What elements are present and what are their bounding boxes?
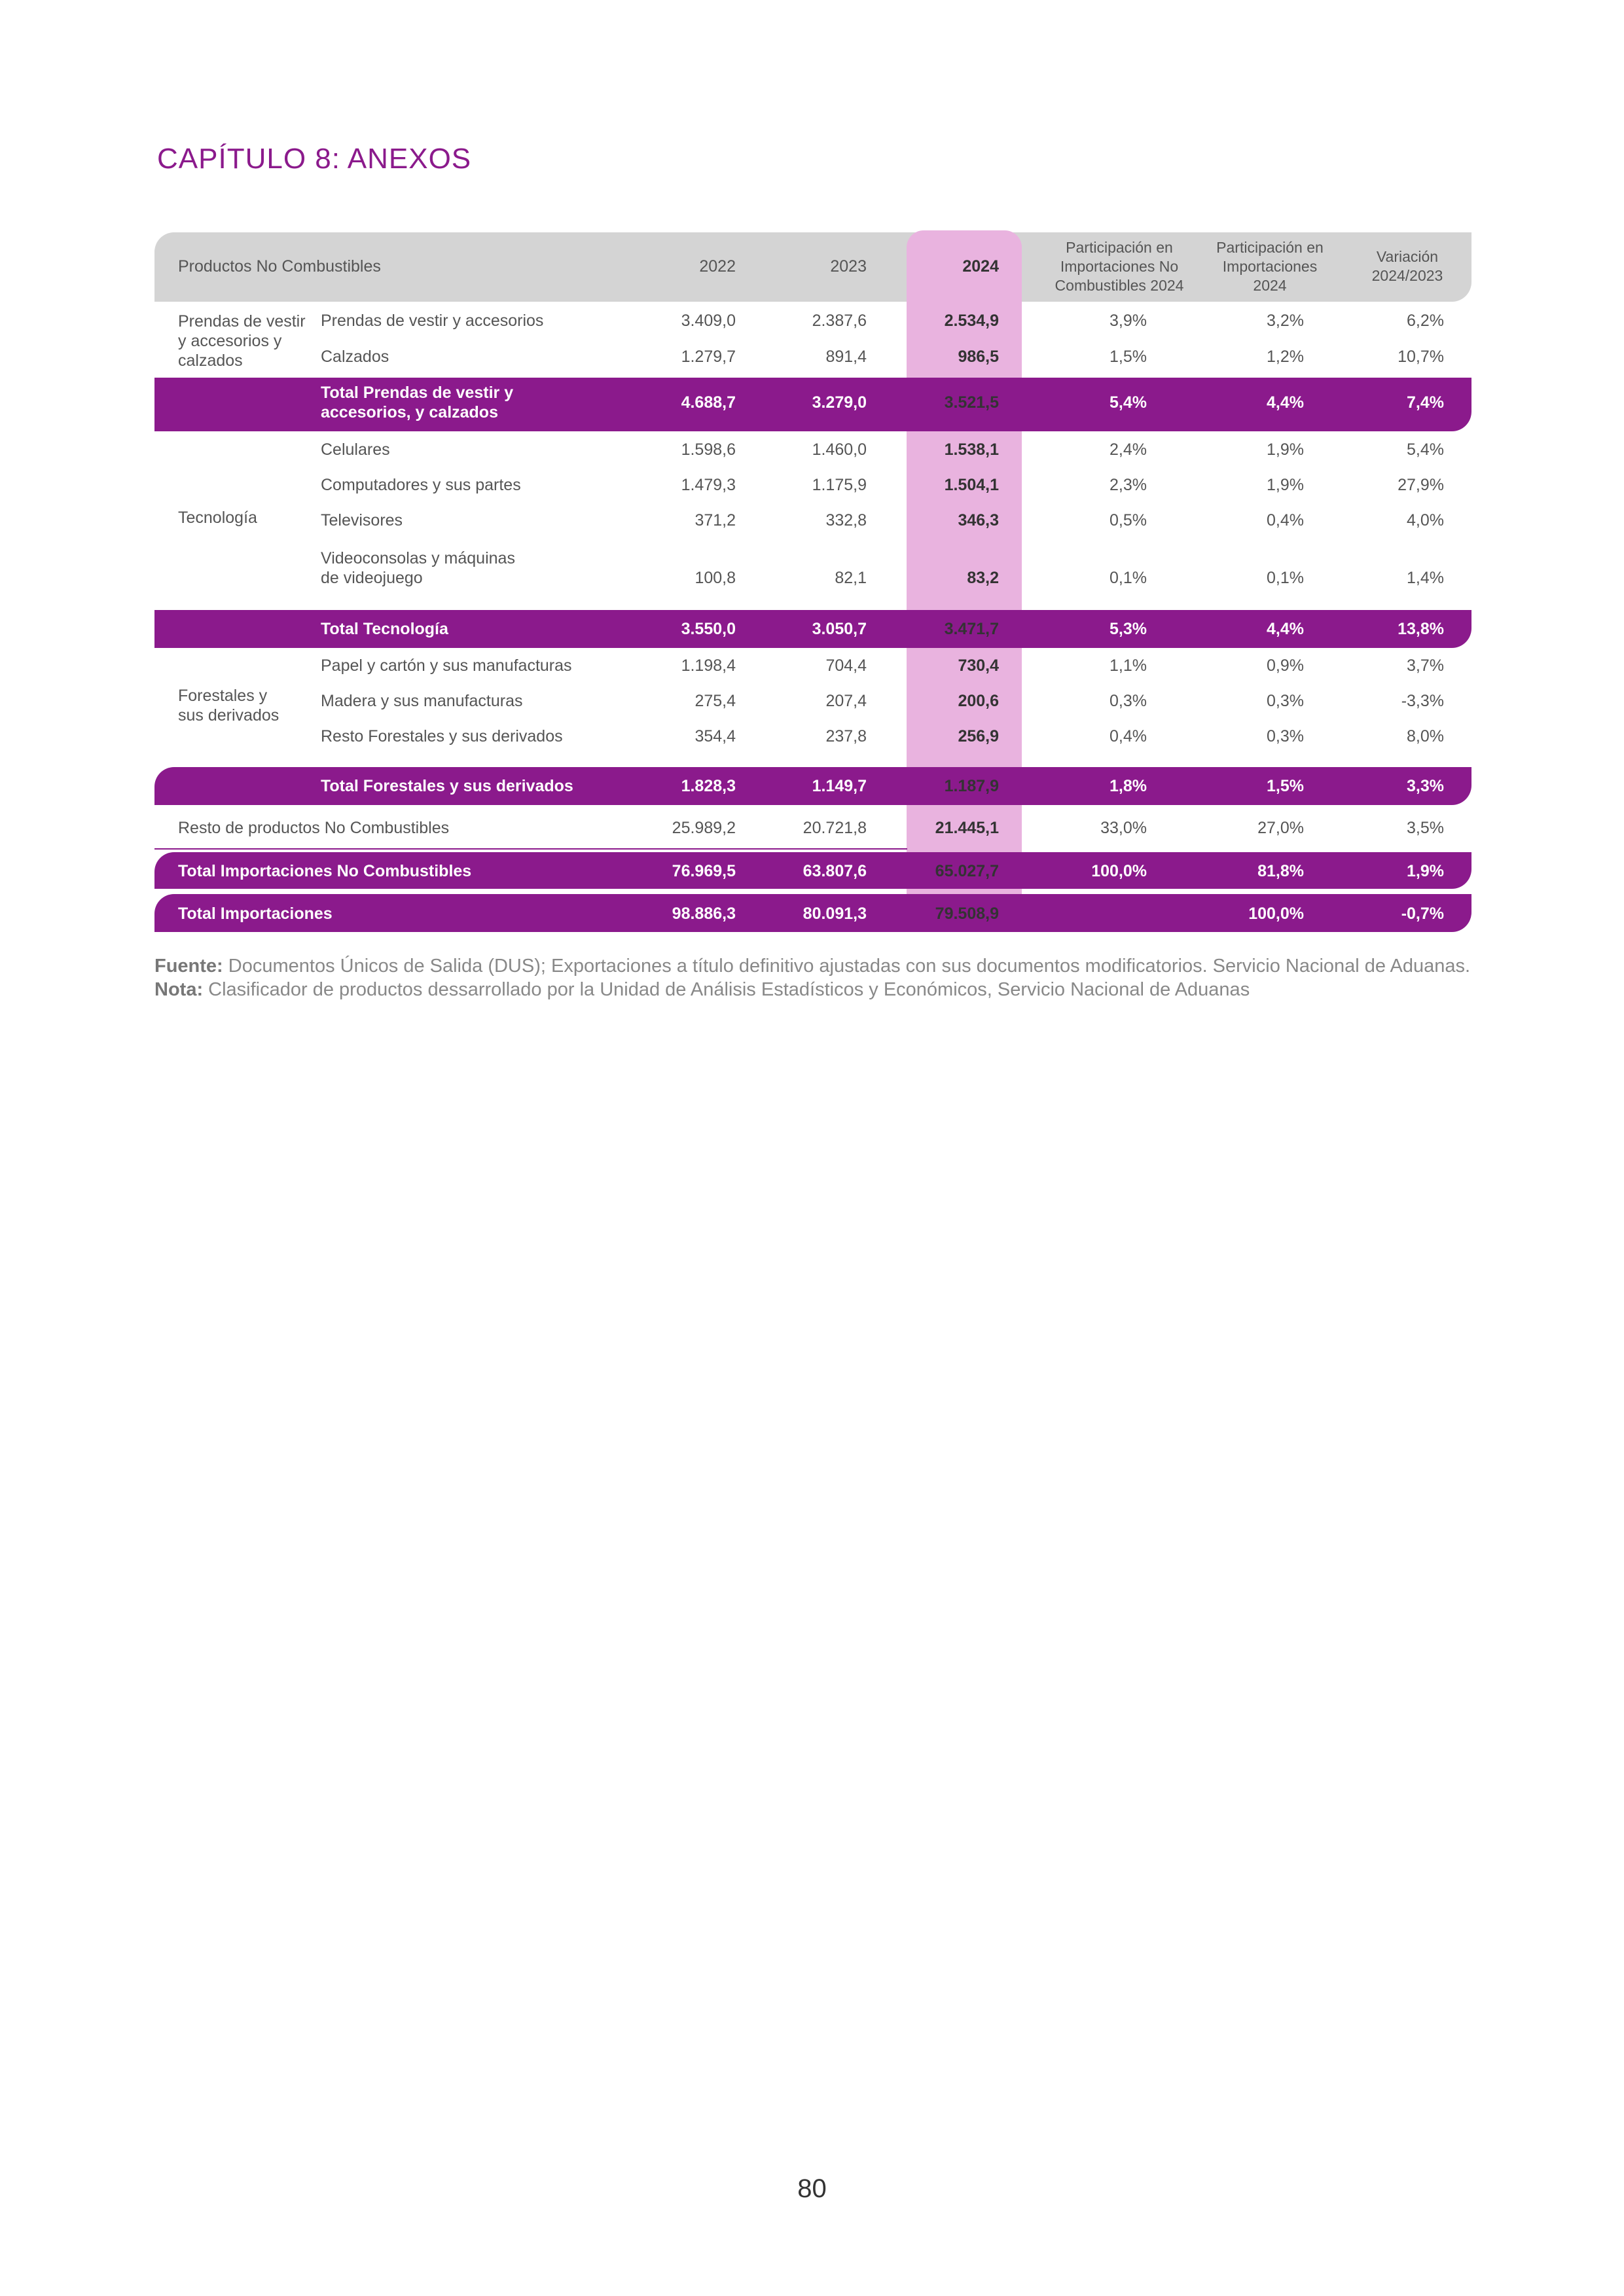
table-cell: 25.989,2 bbox=[672, 819, 736, 837]
table-cell: 3,3% bbox=[1407, 777, 1444, 795]
table-cell: 346,3 bbox=[958, 511, 999, 529]
table-cell: 80.091,3 bbox=[803, 905, 867, 923]
header-2022: 2022 bbox=[699, 257, 736, 276]
table-cell: 100,0% bbox=[1248, 905, 1304, 923]
note-label: Nota: bbox=[154, 979, 204, 1000]
table-cell: 207,4 bbox=[825, 692, 867, 710]
table-cell: 1,4% bbox=[1407, 569, 1444, 587]
row-label: Celulares bbox=[321, 440, 390, 459]
table-cell: 76.969,5 bbox=[672, 862, 736, 880]
row-label: Prendas de vestir y accesorios bbox=[321, 312, 544, 330]
table-cell: 1.504,1 bbox=[944, 476, 999, 494]
row-label-line: accesorios, y calzados bbox=[321, 403, 498, 422]
row-label: Televisores bbox=[321, 511, 403, 529]
table-cell: 2.387,6 bbox=[812, 312, 867, 330]
table-cell: 13,8% bbox=[1398, 620, 1444, 638]
table-cell: 2,4% bbox=[1110, 440, 1147, 459]
table-cell: 79.508,9 bbox=[935, 905, 999, 923]
source-note bbox=[154, 954, 1470, 978]
table-cell: 2.534,9 bbox=[944, 312, 999, 330]
table-cell: 1,5% bbox=[1110, 348, 1147, 366]
table-cell: 3.521,5 bbox=[944, 393, 999, 412]
table-cell: 1.460,0 bbox=[812, 440, 867, 459]
row-label bbox=[321, 383, 513, 422]
table-cell: 1.187,9 bbox=[944, 777, 999, 795]
header-2023: 2023 bbox=[830, 257, 867, 276]
table-cell: 82,1 bbox=[835, 569, 867, 587]
row-label: Total Forestales y sus derivados bbox=[321, 777, 573, 795]
header-share-total-line: Participación en bbox=[1216, 239, 1324, 256]
table-cell: 5,3% bbox=[1110, 620, 1147, 638]
table-cell: 3.550,0 bbox=[681, 620, 736, 638]
row-label: Papel y cartón y sus manufacturas bbox=[321, 656, 572, 675]
table-cell: 332,8 bbox=[825, 511, 867, 529]
table-cell: 3.471,7 bbox=[944, 620, 999, 638]
table-cell: 354,4 bbox=[695, 727, 736, 745]
source-label: Fuente: bbox=[154, 956, 223, 977]
table-cell: 0,1% bbox=[1267, 569, 1304, 587]
table-cell: 4.688,7 bbox=[681, 393, 736, 412]
table-cell: -0,7% bbox=[1401, 905, 1444, 923]
table-cell: 0,4% bbox=[1110, 727, 1147, 745]
header-variation-line: Variación bbox=[1376, 248, 1439, 265]
table-cell: 0,3% bbox=[1267, 692, 1304, 710]
table-cell: 256,9 bbox=[958, 727, 999, 745]
row-label: Resto de productos No Combustibles bbox=[178, 819, 450, 837]
table-cell: 0,4% bbox=[1267, 511, 1304, 529]
table-cell: 3,9% bbox=[1110, 312, 1147, 330]
header-product: Productos No Combustibles bbox=[178, 257, 381, 276]
table-cell: 1.538,1 bbox=[944, 440, 999, 459]
header-share-total-line: 2024 bbox=[1253, 277, 1287, 294]
row-label-line: Total Prendas de vestir y bbox=[321, 384, 514, 402]
table-cell: 200,6 bbox=[958, 692, 999, 710]
group-forestales bbox=[178, 686, 279, 725]
table-cell: 65.027,7 bbox=[935, 862, 999, 880]
row-label: Calzados bbox=[321, 348, 389, 366]
table-cell: 98.886,3 bbox=[672, 905, 736, 923]
table-cell: 1,8% bbox=[1110, 777, 1147, 795]
table-cell: 3,7% bbox=[1407, 656, 1444, 675]
table-cell: 6,2% bbox=[1407, 312, 1444, 330]
row-label bbox=[321, 548, 515, 588]
row-label: Resto Forestales y sus derivados bbox=[321, 727, 563, 745]
table-cell: 1,2% bbox=[1267, 348, 1304, 366]
table-cell: 21.445,1 bbox=[935, 819, 999, 837]
table-cell: 0,3% bbox=[1267, 727, 1304, 745]
table-cell: 100,0% bbox=[1091, 862, 1147, 880]
table-cell: 63.807,6 bbox=[803, 862, 867, 880]
table-cell: 4,4% bbox=[1267, 620, 1304, 638]
group-label-line: sus derivados bbox=[178, 706, 280, 725]
table-cell: 20.721,8 bbox=[803, 819, 867, 837]
table-cell: 1.828,3 bbox=[681, 777, 736, 795]
table-cell: 3.409,0 bbox=[681, 312, 736, 330]
group-label-line: y accesorios y bbox=[178, 332, 282, 350]
table-cell: 0,1% bbox=[1110, 569, 1147, 587]
notes bbox=[154, 954, 1470, 1001]
note-text: Clasificador de productos dessarrollado por la Unidad de Análisis Estadísticos y Económicos, Servicio Nacional de Aduanas bbox=[203, 979, 1250, 1000]
table-cell: 1.279,7 bbox=[681, 348, 736, 366]
row-label: Madera y sus manufacturas bbox=[321, 692, 523, 710]
table-cell: 3.050,7 bbox=[812, 620, 867, 638]
row-label-line: Videoconsolas y máquinas bbox=[321, 549, 515, 567]
table-cell: 1,9% bbox=[1267, 476, 1304, 494]
table-cell: 3.279,0 bbox=[812, 393, 867, 412]
table-cell: 33,0% bbox=[1100, 819, 1147, 837]
table-cell: 0,9% bbox=[1267, 656, 1304, 675]
table-cell: 0,3% bbox=[1110, 692, 1147, 710]
table-cell: 10,7% bbox=[1398, 348, 1444, 366]
table-cell: 1.598,6 bbox=[681, 440, 736, 459]
table-cell: 1,1% bbox=[1110, 656, 1147, 675]
header-share-nc-line: Participación en bbox=[1066, 239, 1173, 256]
table-cell: -3,3% bbox=[1401, 692, 1444, 710]
header-share-total-line: Importaciones bbox=[1222, 258, 1318, 275]
page-number: 80 bbox=[797, 2174, 827, 2203]
table-cell: 2,3% bbox=[1110, 476, 1147, 494]
group-tecnologia: Tecnología bbox=[178, 509, 257, 527]
header-share-total bbox=[1185, 238, 1355, 295]
table-cell: 1,9% bbox=[1407, 862, 1444, 880]
table-cell: 1,5% bbox=[1267, 777, 1304, 795]
row-label-line: de videojuego bbox=[321, 569, 423, 587]
table-cell: 1.479,3 bbox=[681, 476, 736, 494]
table-cell: 81,8% bbox=[1257, 862, 1304, 880]
table-cell: 7,4% bbox=[1407, 393, 1444, 412]
row-label: Total Importaciones bbox=[178, 905, 333, 923]
table-cell: 8,0% bbox=[1407, 727, 1444, 745]
group-label-line: Forestales y bbox=[178, 687, 268, 705]
group-label-line: Prendas de vestir bbox=[178, 312, 306, 331]
table-cell: 237,8 bbox=[825, 727, 867, 745]
divider bbox=[154, 848, 907, 850]
method-note bbox=[154, 978, 1470, 1001]
table-cell: 704,4 bbox=[825, 656, 867, 675]
header-2024: 2024 bbox=[962, 257, 999, 276]
table-cell: 27,0% bbox=[1257, 819, 1304, 837]
header-variation bbox=[1335, 247, 1479, 285]
table-cell: 371,2 bbox=[695, 511, 736, 529]
source-text: Documentos Únicos de Salida (DUS); Exportaciones a título definitivo ajustadas con sus documentos modificatorios. Servicio Nacional de Aduanas. bbox=[223, 956, 1471, 977]
row-label: Computadores y sus partes bbox=[321, 476, 521, 494]
group-label-line: calzados bbox=[178, 351, 243, 370]
group-prendas bbox=[178, 312, 306, 370]
table-cell: 27,9% bbox=[1398, 476, 1444, 494]
table-cell: 0,5% bbox=[1110, 511, 1147, 529]
table-cell: 1.175,9 bbox=[812, 476, 867, 494]
table-cell: 1.198,4 bbox=[681, 656, 736, 675]
header-share-nc-line: Combustibles 2024 bbox=[1055, 277, 1184, 294]
header-variation-line: 2024/2023 bbox=[1371, 267, 1443, 284]
row-label: Total Tecnología bbox=[321, 620, 448, 638]
table-cell: 4,4% bbox=[1267, 393, 1304, 412]
table-cell: 891,4 bbox=[825, 348, 867, 366]
table-cell: 5,4% bbox=[1110, 393, 1147, 412]
header-share-nc-line: Importaciones No bbox=[1060, 258, 1179, 275]
chapter-title: CAPÍTULO 8: ANEXOS bbox=[157, 143, 472, 175]
table-cell: 83,2 bbox=[967, 569, 999, 587]
table-cell: 3,5% bbox=[1407, 819, 1444, 837]
table-cell: 730,4 bbox=[958, 656, 999, 675]
table-cell: 100,8 bbox=[695, 569, 736, 587]
table-cell: 275,4 bbox=[695, 692, 736, 710]
table-cell: 3,2% bbox=[1267, 312, 1304, 330]
table-cell: 4,0% bbox=[1407, 511, 1444, 529]
table-cell: 1,9% bbox=[1267, 440, 1304, 459]
table-cell: 5,4% bbox=[1407, 440, 1444, 459]
row-label: Total Importaciones No Combustibles bbox=[178, 862, 472, 880]
table-cell: 986,5 bbox=[958, 348, 999, 366]
table-cell: 1.149,7 bbox=[812, 777, 867, 795]
